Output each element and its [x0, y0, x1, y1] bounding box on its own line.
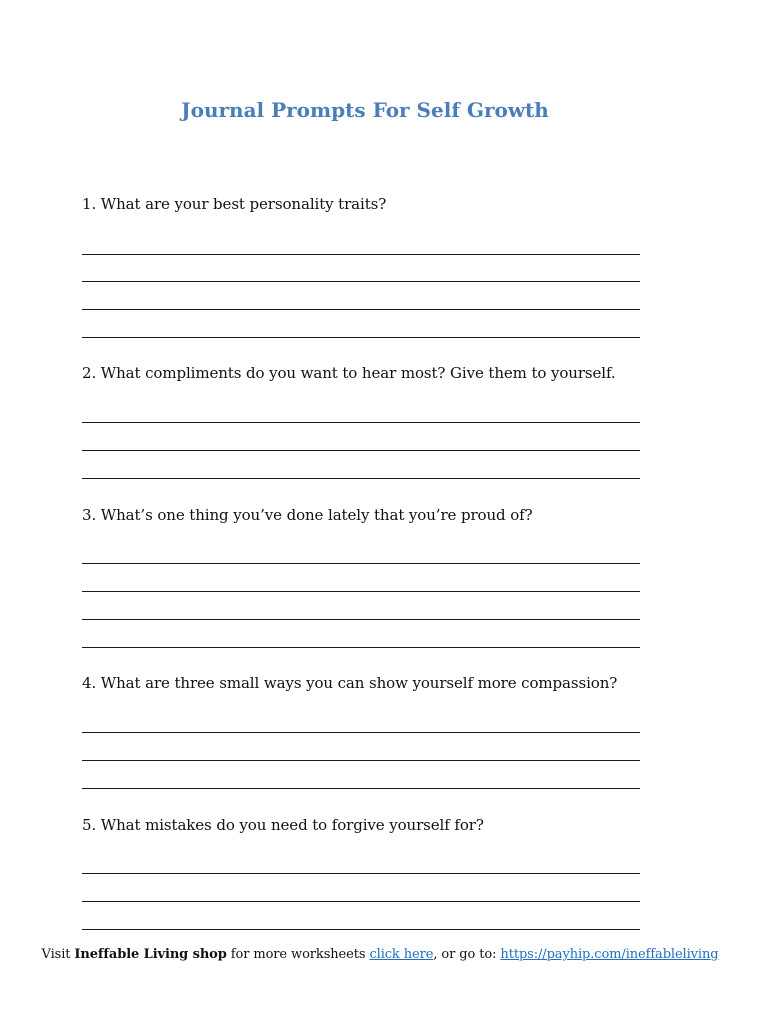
prompt-3: 3. What’s one thing you’ve done lately that you’re proud of?: [82, 506, 533, 524]
shop-name: Ineffable Living shop: [74, 947, 227, 962]
answer-line[interactable]: [82, 337, 640, 338]
answer-line[interactable]: [82, 901, 640, 902]
answer-line[interactable]: [82, 254, 640, 255]
answer-line[interactable]: [82, 478, 640, 479]
prompt-5: 5. What mistakes do you need to forgive yourself for?: [82, 816, 484, 834]
answer-line[interactable]: [82, 873, 640, 874]
answer-line[interactable]: [82, 647, 640, 648]
answer-line[interactable]: [82, 422, 640, 423]
answer-line[interactable]: [82, 309, 640, 310]
answer-line[interactable]: [82, 619, 640, 620]
answer-line[interactable]: [82, 788, 640, 789]
shop-url-link[interactable]: https://payhip.com/ineffableliving: [500, 947, 719, 962]
footer-goto-text: , or go to:: [433, 947, 501, 962]
answer-line[interactable]: [82, 760, 640, 761]
footer-middle-text: for more worksheets: [226, 947, 370, 962]
answer-line[interactable]: [82, 450, 640, 451]
prompt-1: 1. What are your best personality traits?: [82, 195, 387, 213]
click-here-link[interactable]: click here: [369, 947, 434, 962]
footer-visit-text: Visit: [41, 947, 75, 962]
footer: [0, 947, 760, 962]
page-title: Journal Prompts For Self Growth: [181, 98, 549, 122]
answer-line[interactable]: [82, 591, 640, 592]
answer-line[interactable]: [82, 929, 640, 930]
answer-line[interactable]: [82, 563, 640, 564]
prompt-2: 2. What compliments do you want to hear most? Give them to yourself.: [82, 364, 616, 382]
answer-line[interactable]: [82, 732, 640, 733]
prompt-4: 4. What are three small ways you can show yourself more compassion?: [82, 674, 618, 692]
answer-line[interactable]: [82, 281, 640, 282]
